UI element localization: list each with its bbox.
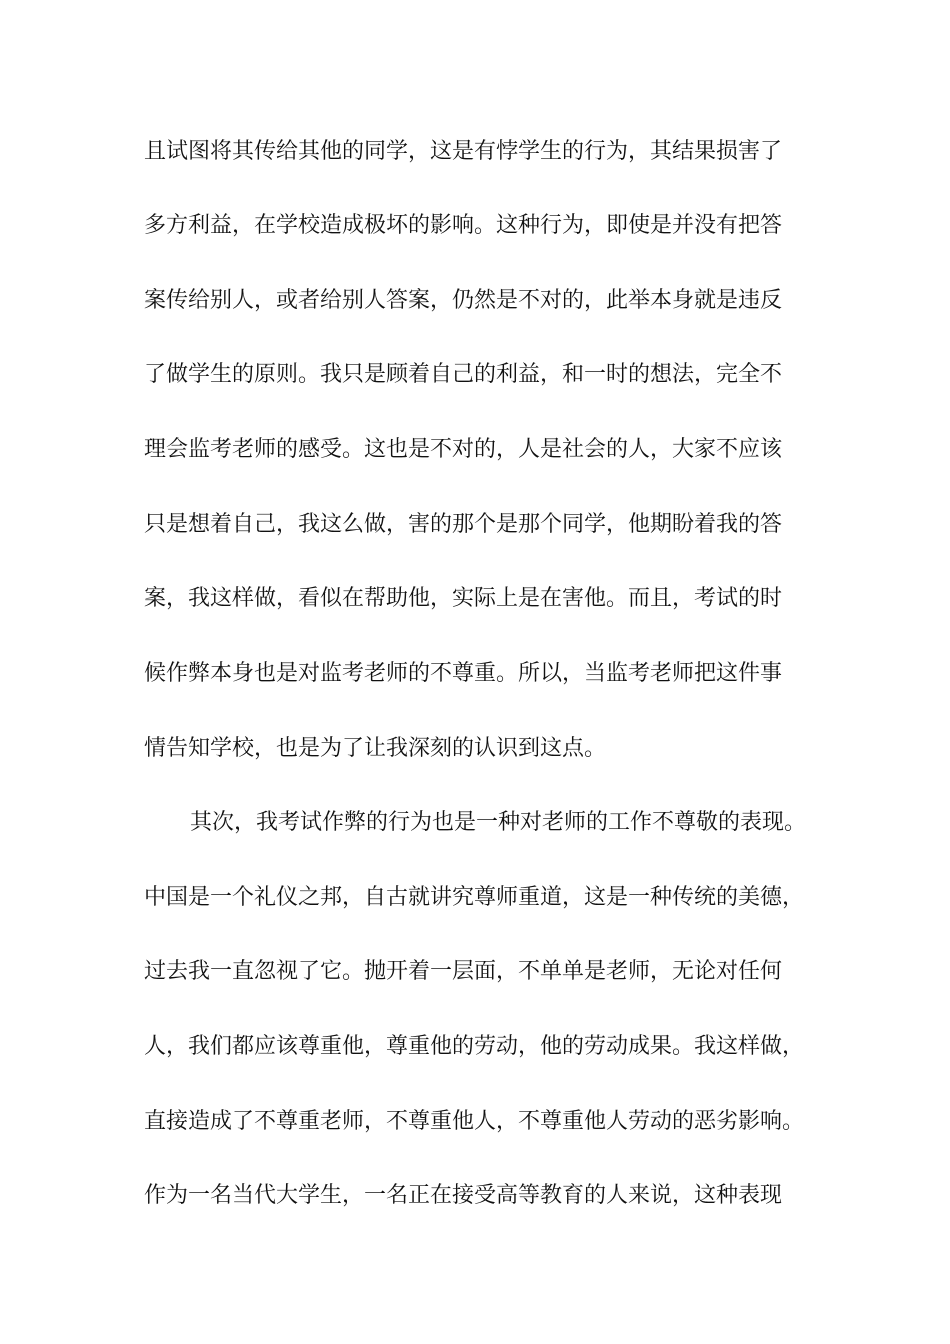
text-line: 过去我一直忽视了它。抛开着一层面，不单单是老师，无论对任何 — [144, 959, 783, 984]
text-line: 中国是一个礼仪之邦，自古就讲究尊师重道，这是一种传统的美德， — [144, 885, 805, 910]
text-line: 了做学生的原则。我只是顾着自己的利益，和一时的想法，完全不 — [144, 362, 783, 387]
text-line: 理会监考老师的感受。这也是不对的，人是社会的人，大家不应该 — [144, 437, 783, 462]
text-line: 候作弊本身也是对监考老师的不尊重。所以，当监考老师把这件事 — [144, 661, 783, 686]
text-line: 多方利益，在学校造成极坏的影响。这种行为，即使是并没有把答 — [144, 213, 783, 238]
paragraph-first-line: 其次，我考试作弊的行为也是一种对老师的工作不尊敬的表现。 — [190, 810, 807, 835]
text-line: 直接造成了不尊重老师，不尊重他人，不尊重他人劳动的恶劣影响。 — [144, 1109, 805, 1134]
text-line: 情告知学校，也是为了让我深刻的认识到这点。 — [144, 736, 607, 761]
text-line: 案传给别人，或者给别人答案，仍然是不对的，此举本身就是违反 — [144, 288, 783, 313]
text-line: 只是想着自己，我这么做，害的那个是那个同学，他期盼着我的答 — [144, 512, 783, 537]
text-line: 作为一名当代大学生，一名正在接受高等教育的人来说，这种表现 — [144, 1183, 783, 1208]
text-line: 人，我们都应该尊重他，尊重他的劳动，他的劳动成果。我这样做， — [144, 1034, 805, 1059]
text-line: 案，我这样做，看似在帮助他，实际上是在害他。而且，考试的时 — [144, 586, 783, 611]
text-line: 且试图将其传给其他的同学，这是有悖学生的行为，其结果损害了 — [144, 139, 783, 164]
